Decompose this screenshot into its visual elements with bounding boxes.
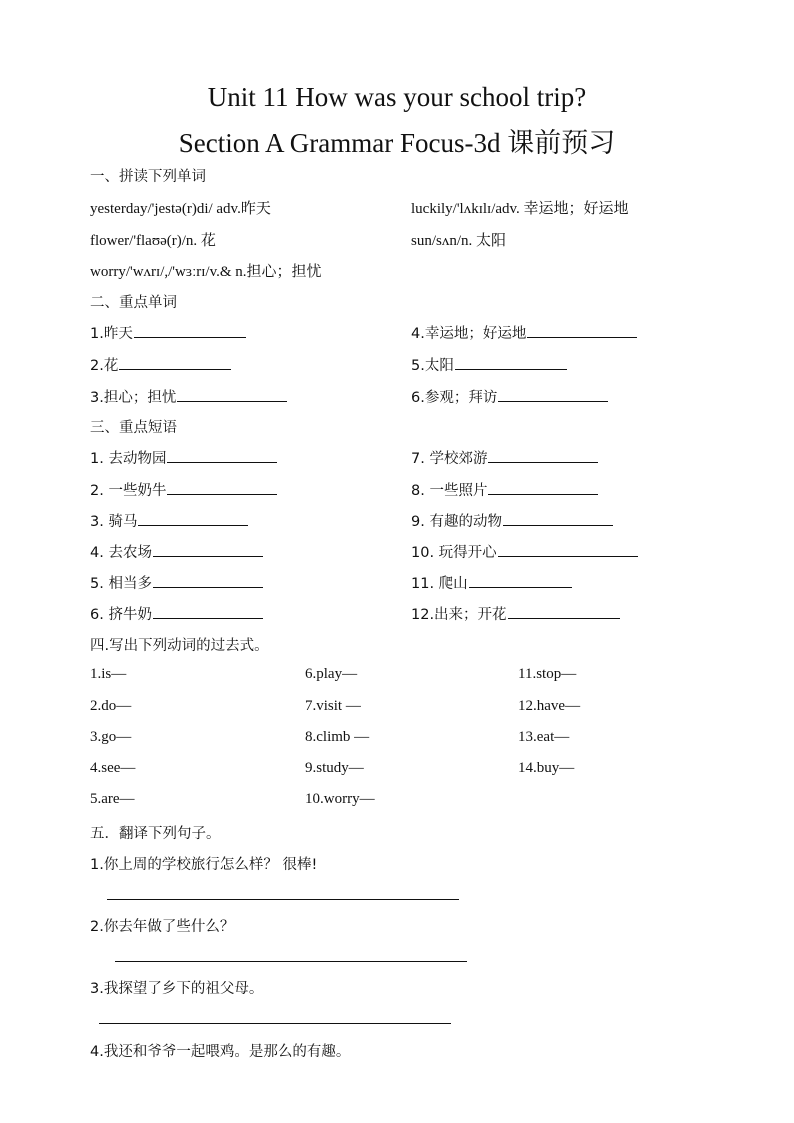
section-heading-past-tense: 四.写出下列动词的过去式。 (90, 638, 269, 654)
page-subtitle: Section A Grammar Focus-3d 课前预习 (178, 128, 616, 158)
answer-blank[interactable] (177, 387, 287, 402)
answer-line[interactable] (107, 899, 459, 900)
answer-blank[interactable] (527, 323, 637, 338)
phrase-item: 6. 挤牛奶 (90, 603, 263, 624)
word-item: 5.太阳 (411, 354, 567, 375)
vocab-item-sun: sun/sʌn/n. 太阳 (411, 233, 507, 249)
answer-line[interactable] (115, 961, 467, 962)
answer-blank[interactable] (488, 480, 598, 495)
answer-blank[interactable] (167, 448, 277, 463)
vocab-item-luckily: luckily/'lʌkɪlɪ/adv. 幸运地；好运地 (411, 201, 629, 217)
answer-blank[interactable] (119, 355, 231, 370)
phrase-item: 1. 去动物园 (90, 447, 277, 468)
phrase-item: 5. 相当多 (90, 572, 263, 593)
answer-blank[interactable] (498, 542, 638, 557)
verb-item: 12.have— (518, 698, 581, 714)
word-item: 2.花 (90, 354, 231, 375)
answer-blank[interactable] (455, 355, 567, 370)
word-item: 3.担心；担忧 (90, 386, 287, 407)
verb-item: 11.stop— (518, 666, 577, 682)
answer-blank[interactable] (167, 480, 277, 495)
answer-blank[interactable] (153, 542, 263, 557)
verb-item: 5.are— (90, 791, 135, 807)
verb-item: 7.visit — (305, 698, 361, 714)
answer-line[interactable] (99, 1023, 451, 1024)
verb-item: 1.is— (90, 666, 127, 682)
phrase-item: 9. 有趣的动物 (411, 510, 613, 531)
page-title: Unit 11 How was your school trip? (207, 82, 587, 112)
answer-blank[interactable] (138, 511, 248, 526)
answer-blank[interactable] (503, 511, 613, 526)
word-item: 4.幸运地；好运地 (411, 322, 637, 343)
section-heading-spelling: 一、拼读下列单词 (90, 169, 206, 185)
phrase-item: 7. 学校郊游 (411, 447, 598, 468)
phrase-item: 8. 一些照片 (411, 479, 598, 500)
answer-blank[interactable] (508, 604, 620, 619)
answer-blank[interactable] (488, 448, 598, 463)
word-item: 1.昨天 (90, 322, 246, 343)
sentence-prompt: 1.你上周的学校旅行怎么样？ 很棒! (90, 857, 318, 873)
word-item: 6.参观；拜访 (411, 386, 608, 407)
phrase-item: 2. 一些奶牛 (90, 479, 277, 500)
answer-blank[interactable] (153, 604, 263, 619)
phrase-item: 11. 爬山 (411, 572, 572, 593)
phrase-item: 12.出来；开花 (411, 603, 620, 624)
section-heading-key-phrases: 三、重点短语 (90, 420, 177, 436)
section-heading-translation: 五．翻译下列句子。 (90, 826, 221, 842)
phrase-item: 10. 玩得开心 (411, 541, 638, 562)
verb-item: 6.play— (305, 666, 358, 682)
verb-item: 8.climb — (305, 729, 370, 745)
answer-blank[interactable] (498, 387, 608, 402)
answer-blank[interactable] (469, 573, 572, 588)
vocab-item-worry: worry/'wʌrɪ/,/'wɜːrɪ/v.& n.担心；担忧 (90, 264, 322, 280)
verb-item: 9.study— (305, 760, 364, 776)
vocab-item-yesterday: yesterday/'jestə(r)di/ adv.昨天 (90, 201, 271, 217)
verb-item: 3.go— (90, 729, 132, 745)
answer-blank[interactable] (153, 573, 263, 588)
verb-item: 14.buy— (518, 760, 575, 776)
verb-item: 13.eat— (518, 729, 570, 745)
sentence-prompt: 2.你去年做了些什么？ (90, 919, 235, 935)
verb-item: 10.worry— (305, 791, 375, 807)
phrase-item: 3. 骑马 (90, 510, 248, 531)
answer-blank[interactable] (134, 323, 246, 338)
verb-item: 2.do— (90, 698, 132, 714)
sentence-prompt: 3.我探望了乡下的祖父母。 (90, 981, 264, 997)
vocab-item-flower: flower/'flaʊə(r)/n. 花 (90, 233, 216, 249)
verb-item: 4.see— (90, 760, 136, 776)
sentence-prompt: 4.我还和爷爷一起喂鸡。是那么的有趣。 (90, 1044, 351, 1060)
section-heading-key-words: 二、重点单词 (90, 295, 177, 311)
phrase-item: 4. 去农场 (90, 541, 263, 562)
